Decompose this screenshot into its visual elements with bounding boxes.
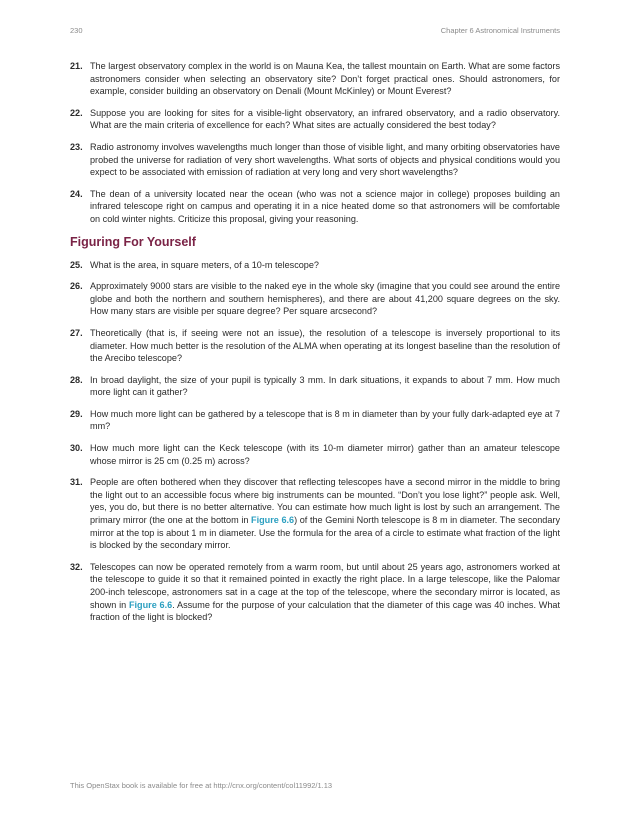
question-text-segment: Approximately 9000 stars are visible to the naked eye in the whole sky (imagine that you could see around the entire globe and both the northern and southern hemispheres), and there are about 41,200 square degrees on the sky. How many stars are visible per square degree? Per square arcsecond? (90, 281, 560, 317)
question-number: 28. (70, 374, 83, 385)
question-item (70, 188, 560, 226)
question-text (90, 259, 560, 272)
question-item (70, 408, 560, 433)
question-text-segment: Theoretically (that is, if seeing were not an issue), the resolution of a telescope is inversely proportional to its diameter. How much better is the resolution of the ALMA when operating at its longest baseline than the resolution of the Arecibo telescope? (90, 327, 560, 364)
question-text (90, 442, 560, 467)
question-text-segment: How much more light can the Keck telescope (with its 10-m diameter mirror) gather than an amateur telescope whose mirror is 25 cm (0.25 m) across? (90, 443, 560, 466)
question-text (90, 60, 560, 98)
question-text-segment: Radio astronomy involves wavelengths much longer than those of visible light, and many orbiting observatories have probed the universe for radiation of very short wavelengths. What sorts of objects and physical conditions would you expect to be associated with emission of radiation at very long and very short wavelengths? (90, 141, 560, 178)
question-text (90, 141, 560, 179)
question-item (70, 259, 560, 272)
question-text (90, 107, 560, 132)
chapter-title: Chapter 6 Astronomical Instruments (440, 26, 560, 35)
question-list-critical-thinking (70, 60, 560, 226)
question-item (70, 374, 560, 399)
question-number: 32. (70, 561, 83, 572)
question-text-segment: In broad daylight, the size of your pupil is typically 3 mm. In dark situations, it expands to about 7 mm. How much more light can it gather? (90, 374, 560, 398)
question-text (90, 561, 560, 624)
section-heading: Figuring For Yourself (70, 234, 196, 249)
question-list-figuring (70, 259, 560, 624)
question-number: 22. (70, 107, 83, 118)
question-item (70, 60, 560, 98)
question-number: 29. (70, 408, 83, 419)
question-text (90, 188, 560, 226)
question-item (70, 280, 560, 318)
question-text (90, 280, 560, 318)
question-text (90, 476, 560, 552)
question-item (70, 107, 560, 132)
question-text-segment: People are often bothered when they discover that reflecting telescopes have a second mirror in the middle to bring the light out to an accessible focus where big instruments can be mounted. “Don’t you lose light?” people ask. Well, yes, you do, but there is no better alternative. You can estimate how much light is lost by such an arrangement. The primary mirror (the one at the bottom in (90, 477, 560, 526)
question-number: 21. (70, 61, 83, 71)
question-text-segment: The dean of a university located near the ocean (who was not a science major in college) proposes building an infrared telescope right on campus and operating it in a nice heated dome so that astronomers will be comfortable on cold winter nights. Criticize this proposal, giving your reasoning. (90, 188, 560, 224)
question-number: 26. (70, 281, 83, 292)
question-text (90, 408, 560, 433)
question-item (70, 476, 560, 552)
figure-link[interactable]: Figure 6.6 (251, 515, 295, 526)
question-text-segment: ) of the Gemini North telescope is 8 m in diameter. The secondary mirror at the top is about 1 m in diameter. Use the formula for the area of a circle to estimate what fraction of the light is blocked by the secondary mirror. (90, 515, 560, 551)
question-number: 30. (70, 443, 83, 454)
question-item (70, 141, 560, 179)
question-number: 25. (70, 259, 83, 270)
question-text-segment: Telescopes can now be operated remotely from a warm room, but until about 25 years ago, astronomers worked at the telescope to guide it so that it remained pointed in exactly the right place. In a large telescope, like the Palomar 200-inch telescope, astronomers sat in a cage at the top of the telescope, where the secondary mirror is located, as shown in (90, 561, 560, 610)
page-footer: This OpenStax book is available for free at http://cnx.org/content/col11992/1.13 (70, 781, 333, 790)
figure-link[interactable]: Figure 6.6 (128, 599, 173, 610)
question-number: 31. (70, 477, 83, 488)
question-number: 23. (70, 141, 83, 152)
question-text-segment: . Assume for the purpose of your calculation that the diameter of this cage was 40 inches. What fraction of the light is blocked? (90, 599, 560, 623)
page-content (70, 60, 560, 633)
question-number: 24. (70, 188, 83, 199)
question-text-segment: The largest observatory complex in the world is on Mauna Kea, the tallest mountain on Earth. What are some factors astronomers consider when selecting an observatory site? Don’t forget practical ones. Should astronomers, for example, consider building an observatory on Denali (Mount McKinley) or Mount Everest? (90, 61, 560, 97)
question-item (70, 561, 560, 624)
question-text-segment: Suppose you are looking for sites for a visible-light observatory, an infrared observatory, and a radio observatory. What are the main criteria of excellence for each? What sites are actually considered the best today? (90, 107, 560, 131)
question-text-segment: How much more light can be gathered by a telescope that is 8 m in diameter than by your fully dark-adapted eye at 7 mm? (90, 408, 560, 432)
question-text (90, 374, 560, 399)
page-header (70, 26, 560, 35)
question-number: 27. (70, 327, 83, 338)
question-item (70, 327, 560, 365)
question-item (70, 442, 560, 467)
question-text (90, 327, 560, 365)
page-number: 230 (70, 26, 83, 35)
question-text-segment: What is the area, in square meters, of a 10-m telescope? (90, 259, 319, 270)
